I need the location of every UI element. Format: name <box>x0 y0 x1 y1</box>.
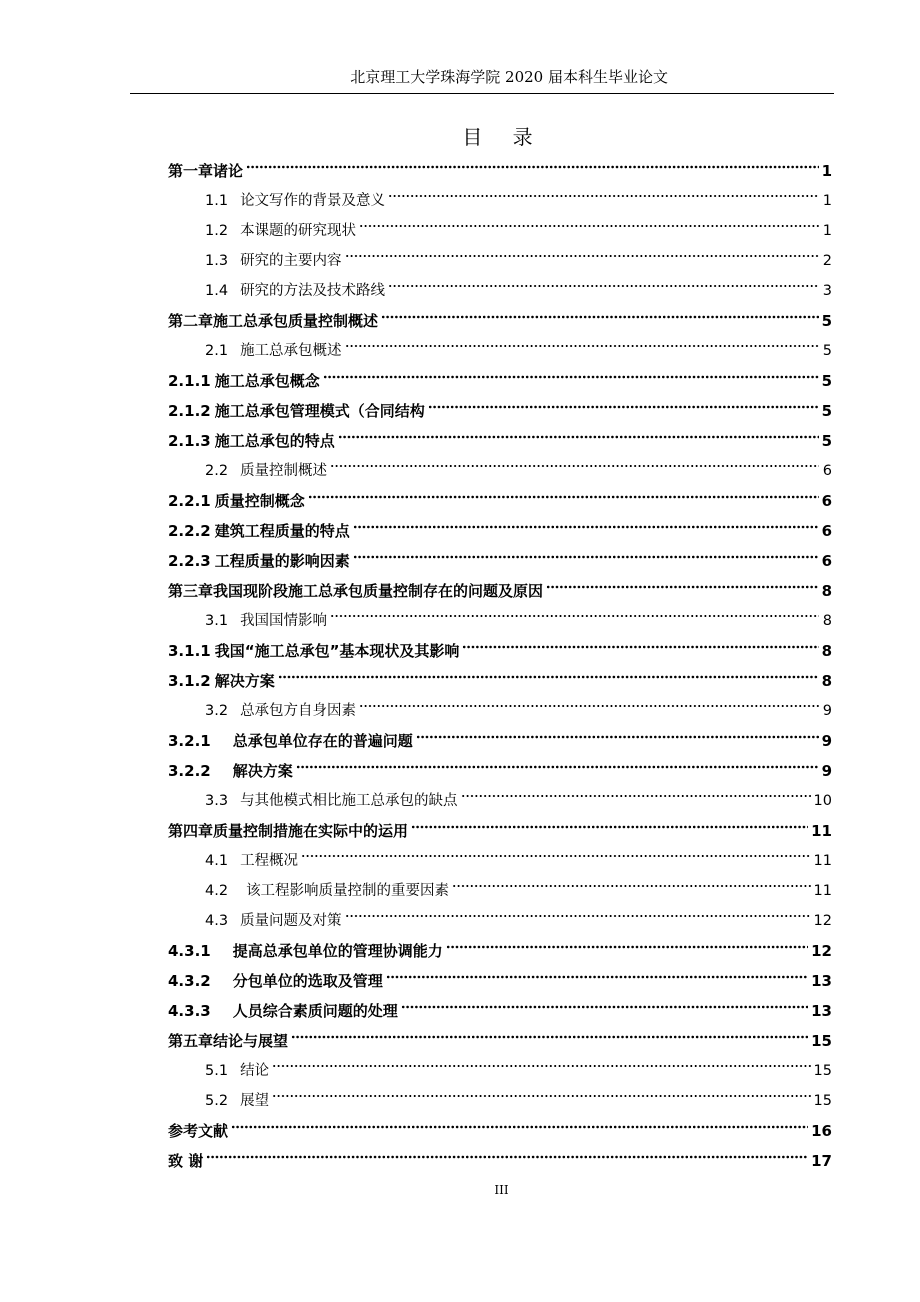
toc-entry-label: 我国国情影响 <box>240 613 328 629</box>
toc-entry-page: 9 <box>821 732 832 750</box>
toc-leader-dots <box>446 942 808 952</box>
toc-entry-label: 人员综合素质问题的处理 <box>232 1002 398 1020</box>
toc-leader-dots <box>296 762 819 772</box>
toc-entry-label: 总承包方自身因素 <box>240 703 357 719</box>
toc-leader-dots <box>353 522 819 532</box>
toc-entry[interactable] <box>168 696 832 726</box>
toc-entry-label: 总承包单位存在的普遍问题 <box>232 732 413 750</box>
toc-entry[interactable] <box>168 816 832 846</box>
toc-entry-label: 工程质量的影响因素 <box>214 552 350 570</box>
toc-entry-number: 参考文献 <box>168 1122 229 1140</box>
toc-entry-label: 我国现阶段施工总承包质量控制存在的问题及原因 <box>213 582 544 600</box>
toc-entry-label: 施工总承包质量控制概述 <box>213 312 379 330</box>
toc-entry-number: 2.2.2 <box>168 522 211 540</box>
toc-entry-label: 论文写作的背景及意义 <box>240 193 386 209</box>
toc-entry-label: 质量控制概念 <box>214 492 305 510</box>
toc-entry-number: 4.3.1 <box>168 942 211 960</box>
table-of-contents <box>168 156 832 1176</box>
toc-entry-number: 1.2 <box>205 223 229 239</box>
toc-entry-page: 13 <box>811 972 832 990</box>
toc-leader-dots <box>411 822 808 832</box>
toc-entry[interactable] <box>168 1116 832 1146</box>
toc-entry[interactable] <box>168 486 832 516</box>
toc-entry-number: 2.1.2 <box>168 402 211 420</box>
toc-leader-dots <box>330 611 819 621</box>
toc-leader-dots <box>206 1152 808 1162</box>
toc-entry-number: 4.2 <box>205 883 229 899</box>
toc-entry-label: 施工总承包管理模式（合同结构 <box>214 402 425 420</box>
toc-entry[interactable] <box>168 216 832 246</box>
toc-entry-label: 分包单位的选取及管理 <box>232 972 383 990</box>
toc-entry[interactable] <box>168 1086 832 1116</box>
toc-entry-label: 展望 <box>240 1093 270 1109</box>
toc-entry-page: 15 <box>811 1032 832 1050</box>
toc-entry-label: 解决方案 <box>232 762 293 780</box>
toc-entry-number: 3.2 <box>205 703 229 719</box>
toc-leader-dots <box>386 972 808 982</box>
toc-entry-number: 5.2 <box>205 1093 229 1109</box>
toc-leader-dots <box>388 191 819 201</box>
toc-entry-page: 5 <box>821 312 832 330</box>
toc-entry[interactable] <box>168 156 832 186</box>
toc-leader-dots <box>416 732 819 742</box>
toc-entry-number: 4.3.3 <box>168 1002 211 1020</box>
toc-leader-dots <box>452 881 810 891</box>
toc-entry[interactable] <box>168 876 832 906</box>
toc-entry-page: 5 <box>821 432 832 450</box>
toc-entry[interactable] <box>168 546 832 576</box>
toc-entry-page: 16 <box>811 1122 832 1140</box>
toc-leader-dots <box>381 312 819 322</box>
toc-entry-page: 8 <box>821 672 832 690</box>
header-title: 北京理工大学珠海学院 2020 届本科生毕业论文 <box>350 68 668 86</box>
toc-entry[interactable] <box>168 636 832 666</box>
toc-title: 目 录 <box>462 125 545 149</box>
toc-leader-dots <box>291 1032 808 1042</box>
toc-entry-page: 13 <box>811 1002 832 1020</box>
toc-entry[interactable] <box>168 1146 832 1176</box>
toc-leader-dots <box>353 552 819 562</box>
toc-entry-label: 施工总承包概念 <box>214 372 320 390</box>
toc-entry[interactable] <box>168 456 832 486</box>
toc-leader-dots <box>231 1122 808 1132</box>
toc-entry-number: 第三章 <box>168 582 214 600</box>
toc-entry-number: 1.1 <box>205 193 229 209</box>
toc-entry-label: 本课题的研究现状 <box>240 223 357 239</box>
toc-entry-page: 5 <box>821 402 832 420</box>
toc-entry-number: 2.1 <box>205 343 229 359</box>
toc-entry-label: 质量控制概述 <box>240 463 328 479</box>
toc-entry[interactable] <box>168 516 832 546</box>
toc-entry[interactable] <box>168 666 832 696</box>
toc-entry[interactable] <box>168 786 832 816</box>
toc-entry-page: 15 <box>813 1093 832 1109</box>
toc-entry-page: 8 <box>821 582 832 600</box>
toc-entry-number: 3.1 <box>205 613 229 629</box>
toc-entry-page: 6 <box>821 552 832 570</box>
toc-entry[interactable] <box>168 246 832 276</box>
toc-entry-page: 12 <box>813 913 832 929</box>
toc-entry-label: 该工程影响质量控制的重要因素 <box>246 883 450 899</box>
toc-entry-number: 5.1 <box>205 1063 229 1079</box>
toc-entry[interactable] <box>168 936 832 966</box>
toc-leader-dots <box>278 672 819 682</box>
toc-leader-dots <box>338 432 819 442</box>
toc-entry-page: 8 <box>821 642 832 660</box>
toc-entry-page: 1 <box>822 193 832 209</box>
toc-entry[interactable] <box>168 906 832 936</box>
toc-entry[interactable] <box>168 756 832 786</box>
toc-leader-dots <box>272 1091 810 1101</box>
toc-entry[interactable] <box>168 606 832 636</box>
toc-entry-number: 3.1.2 <box>168 672 211 690</box>
toc-entry-number: 3.2.2 <box>168 762 211 780</box>
toc-leader-dots <box>461 791 811 801</box>
toc-entry-page: 12 <box>811 942 832 960</box>
toc-entry[interactable] <box>168 276 832 306</box>
toc-leader-dots <box>330 461 819 471</box>
toc-leader-dots <box>323 372 819 382</box>
toc-entry-page: 11 <box>813 853 832 869</box>
toc-entry[interactable] <box>168 846 832 876</box>
toc-entry-page: 1 <box>822 223 832 239</box>
toc-entry-page: 6 <box>821 492 832 510</box>
toc-entry-number: 2.1.3 <box>168 432 211 450</box>
toc-leader-dots <box>401 1002 808 1012</box>
toc-entry[interactable] <box>168 306 832 336</box>
toc-leader-dots <box>388 281 819 291</box>
toc-entry-number: 2.1.1 <box>168 372 211 390</box>
toc-leader-dots <box>359 221 819 231</box>
toc-leader-dots <box>345 911 811 921</box>
toc-entry-number: 1.3 <box>205 253 229 269</box>
toc-entry-label: 施工总承包概述 <box>240 343 342 359</box>
toc-entry-number: 3.2.1 <box>168 732 211 750</box>
toc-entry-number: 致 谢 <box>168 1152 204 1170</box>
toc-entry-page: 2 <box>822 253 832 269</box>
toc-entry-number: 第二章 <box>168 312 214 330</box>
toc-entry[interactable] <box>168 366 832 396</box>
page-number: III <box>494 1183 509 1197</box>
toc-entry-label: 质量控制措施在实际中的运用 <box>213 822 409 840</box>
toc-entry-page: 6 <box>821 522 832 540</box>
toc-entry-page: 6 <box>822 463 832 479</box>
toc-entry-label: 建筑工程质量的特点 <box>214 522 350 540</box>
toc-entry-label: 工程概况 <box>240 853 299 869</box>
toc-entry-number: 第一章 <box>168 162 214 180</box>
toc-entry-label: 诸论 <box>213 162 244 180</box>
toc-entry[interactable] <box>168 426 832 456</box>
toc-entry-number: 4.3.2 <box>168 972 211 990</box>
toc-leader-dots <box>546 582 819 592</box>
toc-entry-page: 5 <box>821 372 832 390</box>
toc-leader-dots <box>345 341 819 351</box>
toc-entry-number: 2.2.1 <box>168 492 211 510</box>
toc-entry-page: 1 <box>821 162 832 180</box>
toc-entry-label: 提高总承包单位的管理协调能力 <box>232 942 443 960</box>
toc-entry-number: 2.2 <box>205 463 229 479</box>
toc-entry-page: 5 <box>822 343 832 359</box>
toc-entry-label: 结论 <box>240 1063 270 1079</box>
toc-entry-page: 11 <box>811 822 832 840</box>
toc-entry-page: 3 <box>822 283 832 299</box>
toc-entry-label: 解决方案 <box>214 672 275 690</box>
toc-entry[interactable] <box>168 396 832 426</box>
toc-entry-number: 4.3 <box>205 913 229 929</box>
toc-leader-dots <box>462 642 818 652</box>
toc-leader-dots <box>246 162 819 172</box>
toc-leader-dots <box>301 851 810 861</box>
toc-entry[interactable] <box>168 186 832 216</box>
toc-entry[interactable] <box>168 576 832 606</box>
page-header <box>130 62 834 94</box>
toc-entry-number: 3.3 <box>205 793 229 809</box>
toc-entry[interactable] <box>168 966 832 996</box>
toc-entry-number: 3.1.1 <box>168 642 211 660</box>
toc-entry-page: 9 <box>822 703 832 719</box>
toc-entry-number: 4.1 <box>205 853 229 869</box>
toc-entry-label: 质量问题及对策 <box>240 913 342 929</box>
toc-entry-number: 第五章 <box>168 1032 214 1050</box>
toc-entry-label: 我国“施工总承包”基本现状及其影响 <box>214 642 460 660</box>
toc-entry-number: 2.2.3 <box>168 552 211 570</box>
toc-entry-label: 结论与展望 <box>213 1032 289 1050</box>
toc-entry-label: 施工总承包的特点 <box>214 432 335 450</box>
toc-leader-dots <box>272 1061 810 1071</box>
toc-entry-page: 15 <box>813 1063 832 1079</box>
toc-leader-dots <box>359 701 819 711</box>
toc-leader-dots <box>428 402 819 412</box>
toc-entry-page: 9 <box>821 762 832 780</box>
toc-entry-page: 8 <box>822 613 832 629</box>
toc-entry[interactable] <box>168 1056 832 1086</box>
toc-entry-page: 11 <box>813 883 832 899</box>
toc-entry-label: 与其他模式相比施工总承包的缺点 <box>240 793 458 809</box>
toc-entry-number: 第四章 <box>168 822 214 840</box>
toc-leader-dots <box>308 492 819 502</box>
toc-entry[interactable] <box>168 1026 832 1056</box>
toc-entry-page: 10 <box>813 793 832 809</box>
toc-entry[interactable] <box>168 336 832 366</box>
toc-entry-number: 1.4 <box>205 283 229 299</box>
toc-entry[interactable] <box>168 996 832 1026</box>
toc-entry-label: 研究的方法及技术路线 <box>240 283 386 299</box>
toc-entry-page: 17 <box>811 1152 832 1170</box>
toc-entry-label: 研究的主要内容 <box>240 253 342 269</box>
toc-leader-dots <box>345 251 819 261</box>
toc-entry[interactable] <box>168 726 832 756</box>
